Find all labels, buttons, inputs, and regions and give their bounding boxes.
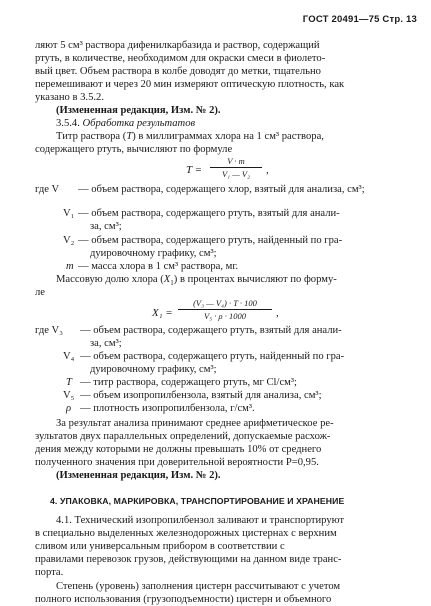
text-line: вый цвет. Объем раствора в колбе доводят до метки, тщательно bbox=[35, 66, 321, 77]
text-line: содержащего ртуть, вычисляют по формуле bbox=[35, 144, 233, 155]
text-fragment: ) в процентах вычисляют по форму- bbox=[173, 274, 337, 285]
text-line: ляют 5 см³ раствора дифенилкарбазида и раствор, содержащий bbox=[35, 40, 320, 51]
text-line: зультатов двух параллельных определений, допускаемые расхож- bbox=[35, 431, 331, 442]
page-header: ГОСТ 20491—75 Стр. 13 bbox=[302, 14, 417, 25]
text-line: За результат анализа принимают среднее арифметическое ре- bbox=[56, 418, 334, 429]
formula-fraction bbox=[178, 298, 272, 321]
fraction-bar bbox=[178, 309, 272, 310]
definition-symbol: V₂ bbox=[63, 235, 75, 246]
section-heading: 4. УПАКОВКА, МАРКИРОВКА, ТРАНСПОРТИРОВАНИЕ И ХРАНЕНИЕ bbox=[50, 496, 345, 506]
symbol-t: T bbox=[126, 131, 133, 142]
definition-symbol: T bbox=[66, 377, 72, 388]
section-title: Обработка результатов bbox=[82, 118, 196, 129]
definition-text: дуировочному графику, см³; bbox=[90, 248, 217, 259]
text-line: дения между которыми не должны превышать 10% от среднего bbox=[35, 444, 322, 455]
definition-text: — объем раствора, содержащего ртуть, взятый для анали- bbox=[80, 325, 342, 336]
text-fragment: Массовую долю хлора ( bbox=[56, 274, 164, 285]
text-line bbox=[56, 131, 324, 143]
amendment-note: (Измененная редакция, Изм. № 2). bbox=[56, 470, 221, 481]
text-fragment: ) в миллиграммах хлора на 1 см³ раствора, bbox=[132, 131, 324, 142]
text-line: ртуть, в количестве, необходимом для окраски смеси в фиолето- bbox=[35, 53, 326, 64]
definition-symbol: ρ bbox=[66, 403, 72, 414]
formula-fraction bbox=[210, 156, 262, 179]
fraction-denominator: V₅ · ρ · 1000 bbox=[204, 311, 246, 321]
text-line: сливом или универсальным прибором в соответствии с bbox=[35, 541, 285, 552]
definition-text: — объем раствора, содержащего ртуть, найденный по гра- bbox=[80, 351, 345, 362]
text-fragment: Титр раствора ( bbox=[56, 131, 127, 142]
definition-symbol: где V₃ bbox=[35, 325, 63, 336]
definition-symbol: где V bbox=[35, 184, 60, 195]
definition-text: — объем раствора, содержащего ртуть, найденный по гра- bbox=[78, 235, 343, 246]
text-line: 4.1. Технический изопропилбензол заливают и транспортируют bbox=[56, 515, 345, 526]
fraction-numerator: V · m bbox=[227, 156, 245, 166]
amendment-note: (Измененная редакция, Изм. № 2). bbox=[56, 105, 221, 116]
definition-text: — масса хлора в 1 см³ раствора, мг. bbox=[78, 261, 239, 272]
symbol-x: X bbox=[163, 274, 171, 285]
fraction-bar bbox=[210, 167, 262, 168]
text-line: правилами перевозок грузов, действующими на данном виде транс- bbox=[35, 554, 342, 565]
definition-text: за, см³; bbox=[90, 338, 122, 349]
text-line: ле bbox=[35, 287, 45, 298]
text-line: Степень (уровень) заполнения цистерн рассчитывают с учетом bbox=[56, 581, 341, 592]
fraction-numerator: (V₃ — V₄) · T · 100 bbox=[193, 298, 257, 308]
definition-text: — объем раствора, содержащего хлор, взятый для анализа, см³; bbox=[78, 184, 365, 195]
definition-symbol: m bbox=[66, 261, 74, 272]
text-line: указано в 3.5.2. bbox=[35, 92, 104, 103]
section-heading bbox=[56, 118, 195, 130]
definition-text: — плотность изопропилбензола, г/см³. bbox=[80, 403, 255, 414]
definition-symbol: V₅ bbox=[63, 390, 75, 401]
symbol-subscript: 1 bbox=[170, 279, 174, 288]
text-line: перемешивают и через 20 мин измеряют оптическую плотность, как bbox=[35, 79, 345, 90]
definition-text: — титр раствора, содержащего ртуть, мг Cl/см³; bbox=[80, 377, 297, 388]
definition-text: дуировочному графику, см³; bbox=[90, 364, 217, 375]
formula-punct: , bbox=[266, 164, 269, 176]
definition-text: за, см³; bbox=[90, 221, 122, 232]
text-line: в специально выделенных железнодорожных цистернах с верхним bbox=[35, 528, 337, 539]
definition-symbol: V₁ bbox=[63, 208, 75, 219]
formula-punct: , bbox=[276, 307, 279, 319]
formula-lhs: X₁ = bbox=[152, 307, 173, 319]
definition-symbol: V₄ bbox=[63, 351, 75, 362]
text-line: полученного значения при доверительной вероятности P=0,95. bbox=[35, 457, 319, 468]
text-line bbox=[56, 274, 337, 289]
definition-text: — объем изопропилбензола, взятый для анализа, см³; bbox=[80, 390, 322, 401]
fraction-denominator: V₁ — V₂ bbox=[221, 169, 251, 179]
text-line: порта. bbox=[35, 567, 64, 578]
section-number: 3.5.4. bbox=[56, 118, 80, 129]
formula-lhs: T = bbox=[186, 164, 203, 176]
text-line: полного использования (грузоподъемности) цистерн и объемного bbox=[35, 594, 332, 605]
definition-text: — объем раствора, содержащего ртуть, взятый для анали- bbox=[78, 208, 340, 219]
